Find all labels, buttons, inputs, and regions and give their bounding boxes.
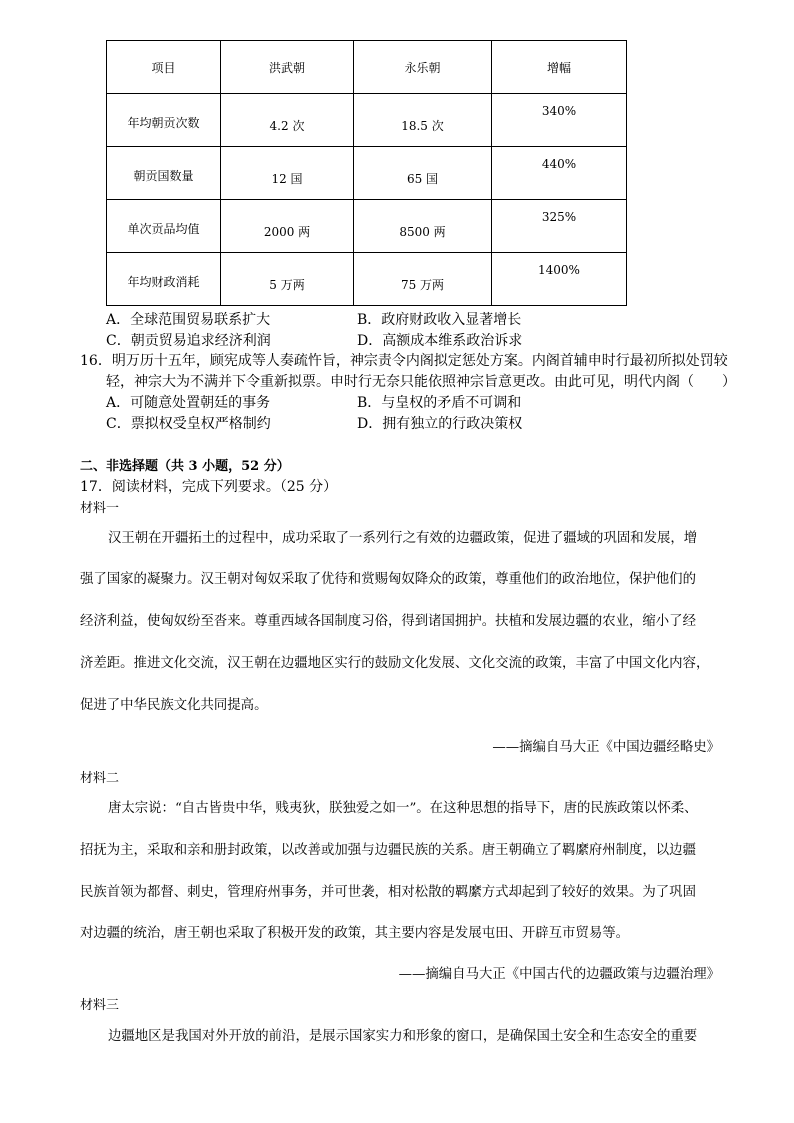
material-2-line: 招抚为主，采取和亲和册封政策，以改善或加强与边疆民族的关系。唐王朝确立了羁縻府州制度，以边疆 (80, 843, 696, 858)
header-cell: 永乐朝 (354, 41, 492, 94)
material-2-line: 对边疆的统治，唐王朝也采取了积极开发的政策，其主要内容是发展屯田、开辟互市贸易等。 (80, 926, 630, 941)
q16-option-d: D．拥有独立的行政决策权 (357, 416, 523, 432)
hongwu-value: 12 国 (221, 147, 354, 200)
material-1-line: 强了国家的凝聚力。汉王朝对匈奴采取了优待和赏赐匈奴降众的政策，尊重他们的政治地位，保护他们的 (80, 572, 696, 587)
material-3-title: 材料三 (80, 998, 120, 1013)
increase-value: 440% (492, 147, 627, 200)
header-cell: 增幅 (492, 41, 627, 94)
hongwu-value: 5 万两 (221, 253, 354, 306)
yongle-value: 65 国 (354, 147, 492, 200)
material-2-line: 唐太宗说：“自古皆贵中华，贱夷狄，朕独爱之如一”。在这种思想的指导下，唐的民族政策以怀柔、 (108, 801, 698, 816)
increase-value: 1400% (492, 253, 627, 306)
material-3-line: 边疆地区是我国对外开放的前沿，是展示国家实力和形象的窗口，是确保国土安全和生态安全的重要 (108, 1029, 698, 1044)
header-cell: 洪武朝 (221, 41, 354, 94)
material-2-line: 民族首领为都督、刺史，管理府州事务，并可世袭，相对松散的羁縻方式却起到了较好的效果。为了巩固 (80, 885, 696, 900)
q15-option-d: D．高额成本维系政治诉求 (357, 333, 523, 349)
table-row (107, 253, 627, 306)
table-row (107, 94, 627, 147)
q16-option-c: C．票拟权受皇权严格制约 (106, 416, 271, 432)
q15-option-c: C．朝贡贸易追求经济利润 (106, 333, 271, 349)
q17-stem: 17．阅读材料，完成下列要求。（25 分） (80, 479, 338, 495)
material-1-line: 促进了中华民族文化共同提高。 (80, 698, 268, 713)
yongle-value: 8500 两 (354, 200, 492, 253)
q15-option-b: B．政府财政收入显著增长 (357, 312, 522, 328)
increase-value: 325% (492, 200, 627, 253)
row-label: 年均朝贡次数 (107, 94, 221, 147)
hongwu-value: 2000 两 (221, 200, 354, 253)
material-1-source: ——摘编自马大正《中国边疆经略史》 (492, 740, 720, 755)
tribute-data-table (106, 40, 627, 306)
table-row (107, 147, 627, 200)
hongwu-value: 4.2 次 (221, 94, 354, 147)
yongle-value: 75 万两 (354, 253, 492, 306)
material-1-title: 材料一 (80, 501, 120, 516)
row-label: 单次贡品均值 (107, 200, 221, 253)
yongle-value: 18.5 次 (354, 94, 492, 147)
row-label: 朝贡国数量 (107, 147, 221, 200)
q16-option-a: A．可随意处置朝廷的事务 (106, 395, 271, 411)
row-label: 年均财政消耗 (107, 253, 221, 306)
header-cell: 项目 (107, 41, 221, 94)
material-2-source: ——摘编自马大正《中国古代的边疆政策与边疆治理》 (398, 967, 720, 982)
q16-stem-line1: 16．明万历十五年，顾宪成等人奏疏忤旨，神宗责令内阁拟定惩处方案。内阁首辅申时行最初所拟处罚较 (80, 353, 728, 369)
increase-value: 340% (492, 94, 627, 147)
table-row (107, 200, 627, 253)
material-1-line: 汉王朝在开疆拓土的过程中，成功采取了一系列行之有效的边疆政策，促进了疆域的巩固和发展，增 (108, 531, 698, 546)
material-1-line: 济差距。推进文化交流，汉王朝在边疆地区实行的鼓励文化发展、文化交流的政策，丰富了中国文化内容， (80, 656, 710, 671)
material-1-line: 经济利益，使匈奴纷至沓来。尊重西域各国制度习俗，得到诸国拥护。扶植和发展边疆的农业，缩小了经 (80, 614, 696, 629)
q16-stem-line2: 轻，神宗大为不满并下令重新拟票。申时行无奈只能依照神宗旨意更改。由此可见，明代内阁（ ） (106, 374, 736, 390)
q16-option-b: B．与皇权的矛盾不可调和 (357, 395, 522, 411)
section-heading: 二、非选择题（共 3 小题，52 分） (80, 459, 290, 474)
table-header-row (107, 41, 627, 94)
material-2-title: 材料二 (80, 771, 120, 786)
q15-option-a: A．全球范围贸易联系扩大 (106, 312, 271, 328)
